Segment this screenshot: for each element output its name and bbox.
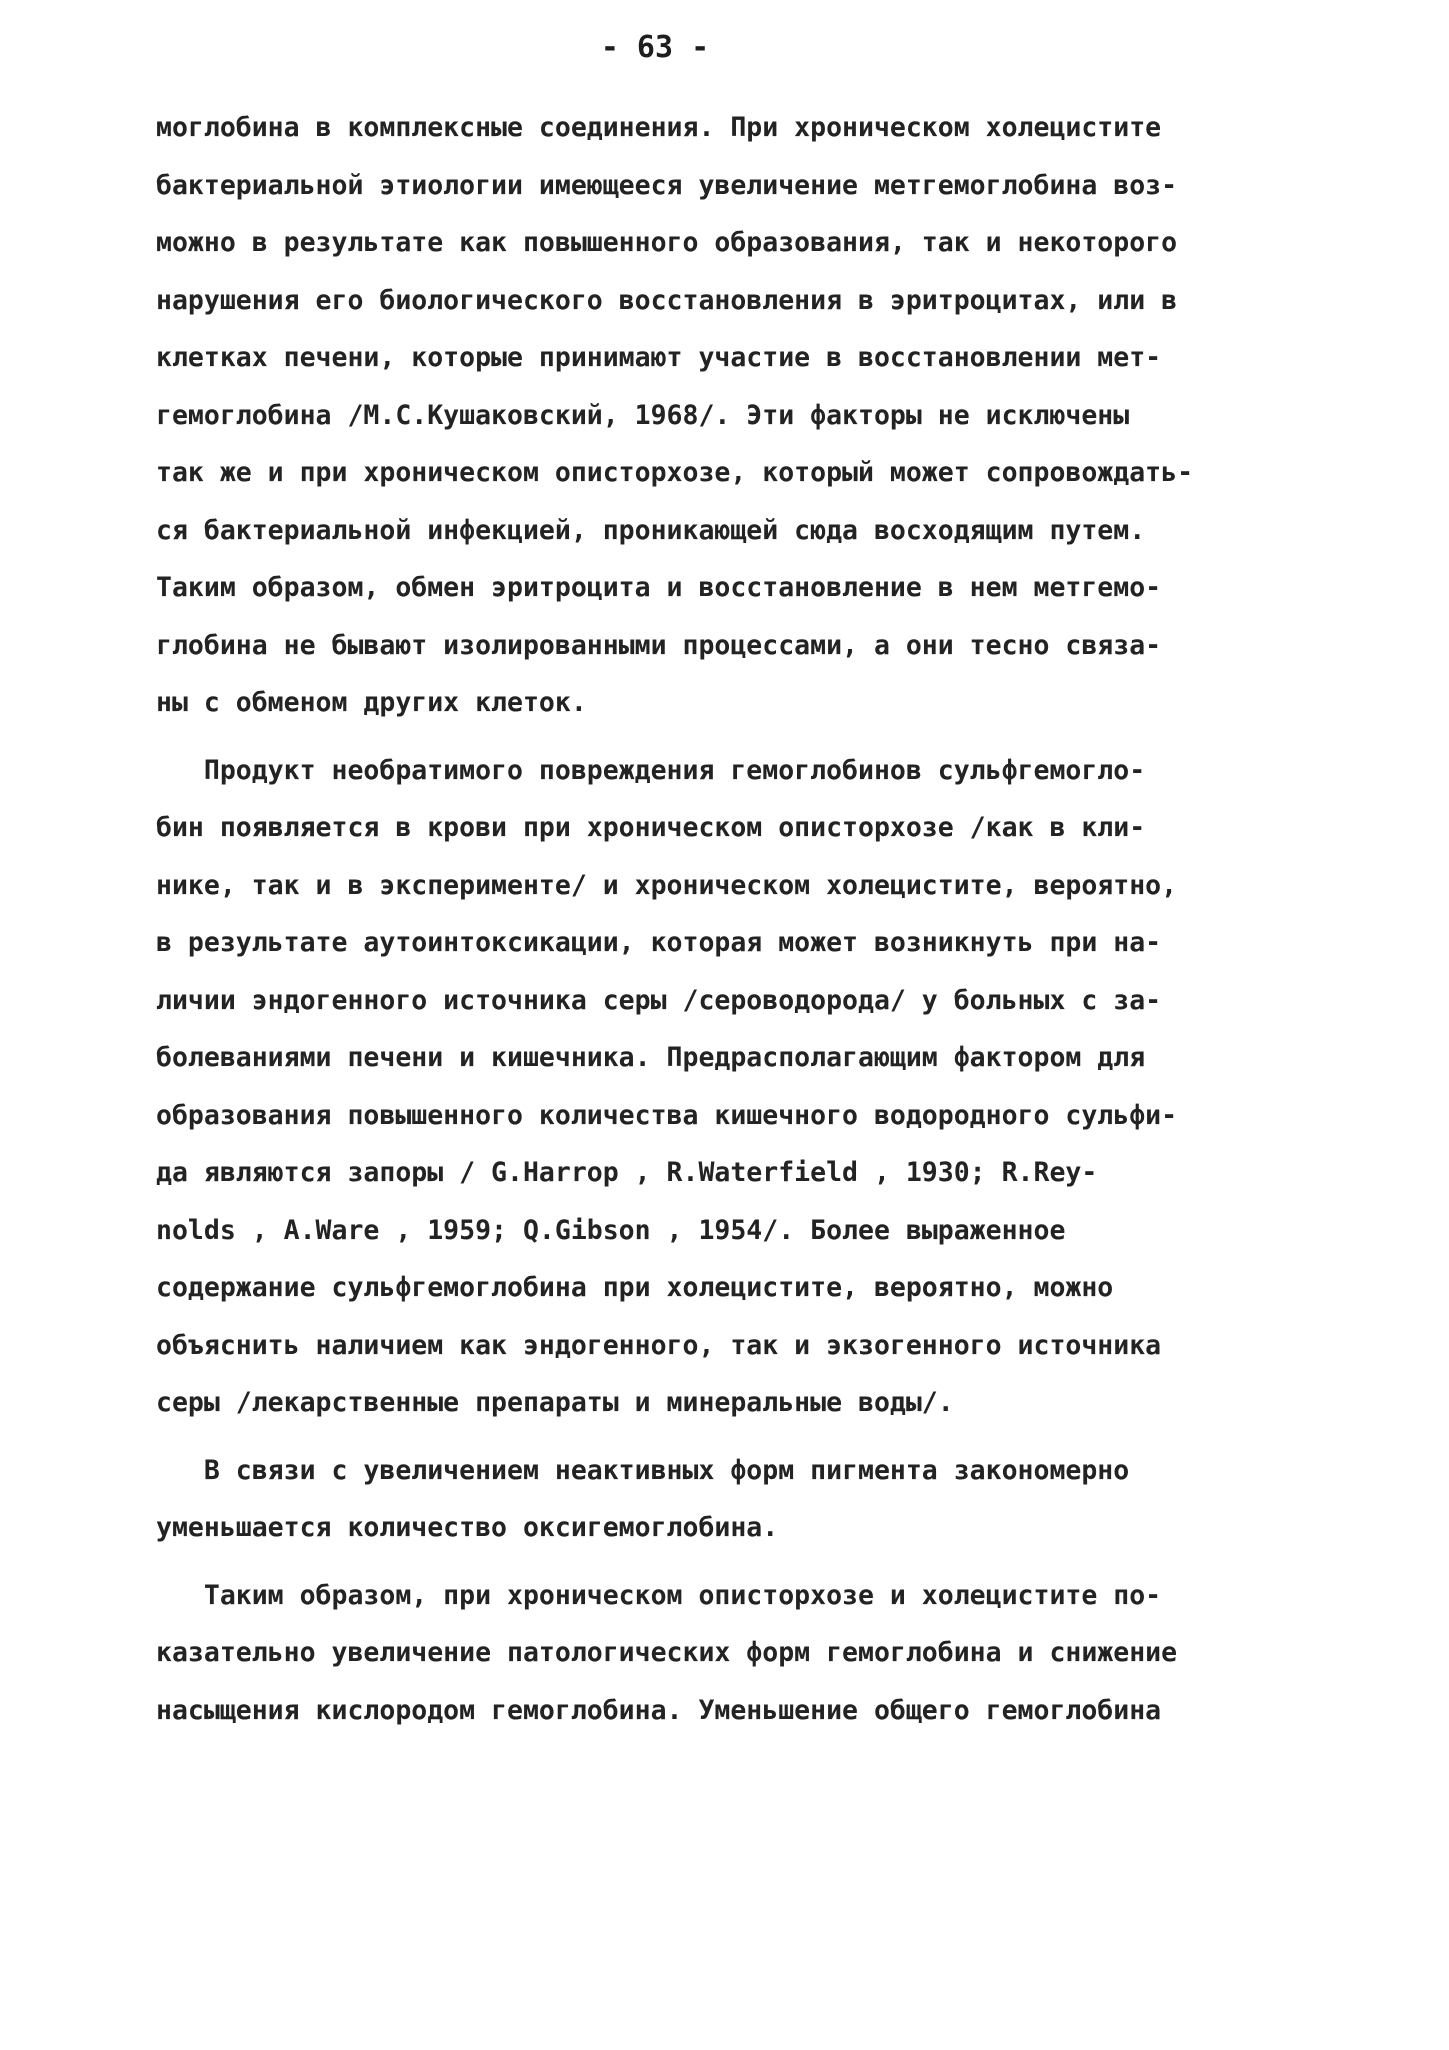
text-line: бактериальной этиологии имеющееся увеличение метгемоглобина воз- (156, 169, 1178, 201)
paragraph-3 (156, 1442, 1326, 1557)
text-line: В связи с увеличением неактивных форм пигмента закономерно (156, 1454, 1130, 1486)
text-line: Таким образом, при хроническом описторхозе и холецистите по- (156, 1579, 1162, 1611)
paragraph-spacer (156, 1557, 1326, 1567)
text-line: ся бактериальной инфекцией, проникающей сюда восходящим путем. (156, 514, 1146, 546)
text-line: моглобина в комплексные соединения. При хроническом холецистите (156, 112, 1162, 143)
text-line: ны с обменом других клеток. (156, 687, 587, 718)
page-number: - 63 - (600, 30, 710, 65)
text-line: образования повышенного количества кишечного водородного сульфи- (156, 1099, 1178, 1131)
paragraph-4 (156, 1567, 1326, 1740)
text-line: нарушения его биологического восстановления в эритроцитах, или в (156, 284, 1178, 316)
text-line: болеваниями печени и кишечника. Предрасполагающим фактором для (156, 1042, 1146, 1073)
text-line: да являются запоры / G.Harrop , R.Waterfield , 1930; R.Rey- (156, 1157, 1098, 1188)
text-line: насыщения кислородом гемоглобина. Уменьшение общего гемоглобина (156, 1694, 1162, 1726)
text-line: гемоглобина /М.С.Кушаковский, 1968/. Эти факторы не исключены (156, 399, 1130, 431)
text-line: казательно увеличение патологических форм гемоглобина и снижение (156, 1637, 1178, 1668)
text-line: бин появляется в крови при хроническом описторхозе /как в кли- (156, 812, 1146, 843)
text-line: личии эндогенного источника серы /сероводорода/ у больных с за- (156, 984, 1162, 1016)
body-text (156, 99, 1326, 1739)
text-line: в результате аутоинтоксикации, которая может возникнуть при на- (156, 927, 1162, 958)
text-line: Таким образом, обмен эритроцита и восстановление в нем метгемо- (156, 572, 1162, 603)
text-line: содержание сульфгемоглобина при холецистите, вероятно, можно (156, 1272, 1114, 1303)
text-line: нике, так и в эксперименте/ и хроническом холецистите, вероятно, (156, 869, 1178, 901)
text-line: можно в результате как повышенного образования, так и некоторого (156, 227, 1178, 258)
paragraph-1 (156, 99, 1326, 732)
paragraph-spacer (156, 732, 1326, 742)
paragraph-spacer (156, 1432, 1326, 1442)
text-line: клетках печени, которые принимают участие в восстановлении мет- (156, 342, 1162, 373)
text-line: nolds , A.Ware , 1959; Q.Gibson , 1954/. Более выраженное (156, 1214, 1066, 1246)
text-line: уменьшается количество оксигемоглобина. (156, 1512, 779, 1543)
text-line: объяснить наличием как эндогенного, так и экзогенного источника (156, 1329, 1162, 1361)
text-line: серы /лекарственные препараты и минеральные воды/. (156, 1387, 954, 1418)
text-line: так же и при хроническом описторхозе, который может сопровождать- (156, 457, 1194, 488)
paragraph-2 (156, 742, 1326, 1432)
text-line: Продукт необратимого повреждения гемоглобинов сульфгемогло- (156, 754, 1146, 786)
text-line: глобина не бывают изолированными процессами, а они тесно связа- (156, 629, 1162, 661)
